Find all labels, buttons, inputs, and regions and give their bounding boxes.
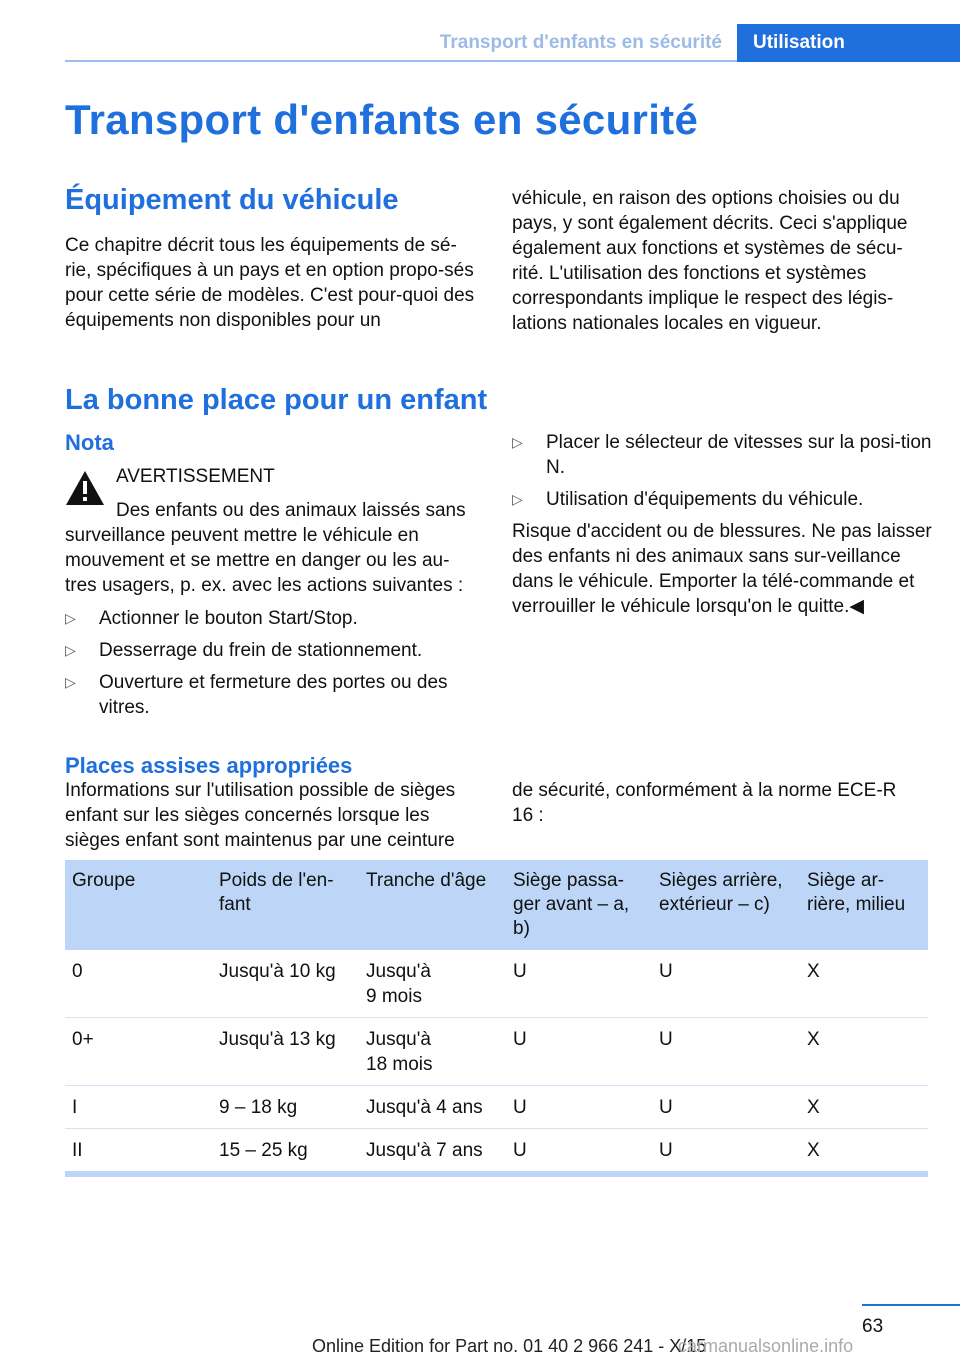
table-cell: Jusqu'à 4 ans [359,1086,506,1129]
table-cell: U [652,1129,800,1175]
seats-text-right: de sécurité, conformément à la norme ECE-R 16 : [512,780,897,826]
col-header-age: Tranche d'âge [359,860,506,950]
table-cell: Jusqu'à 13 kg [212,1018,359,1086]
table-cell: X [800,1129,928,1175]
heading-suitable-seats: Places assises appropriées [65,753,353,778]
table-row [65,1086,928,1129]
heading-nota: Nota [65,430,114,455]
bullet-triangle-icon: ▷ [65,610,76,626]
seats-text-left: Informations sur l'utilisation possible de sièges enfant sur les sièges concernés lorsque les sièges enfant sont maintenus par une ceinture [65,780,456,851]
table-cell: I [65,1086,212,1129]
table-row [65,1018,928,1086]
table-cell: Jusqu'à 9 mois [359,950,506,1018]
table-cell: U [652,950,800,1018]
table-cell: U [506,1018,652,1086]
col-header-rear-outer: Sièges arrière, extérieur – c) [652,860,800,950]
footer-rule [862,1304,960,1306]
warning-actions-list-left [65,606,481,727]
bullet-triangle-icon: ▷ [65,674,76,690]
page-title: Transport d'enfants en sécurité [65,96,699,143]
equipment-text-right: véhicule, en raison des options choisies ou du pays, y sont également décrits. Ceci s'applique également aux fonctions et systèmes de sécu‐rité. L'utilisation des fonctions et systèmes correspondants implique le respect des légis‐lations nationales locales en vigueur. [512,188,908,334]
child-seat-table [65,860,928,1177]
table-cell: U [652,1018,800,1086]
warning-text: Des enfants ou des animaux laissés sans surveillance peuvent mettre le véhicule en mouvement et se mettre en danger ou les au‐tres usagers, p. ex. avec les actions suivantes : [65,500,466,596]
table-cell: Jusqu'à 7 ans [359,1129,506,1175]
warning-title: AVERTISSEMENT [116,466,275,487]
col-header-weight: Poids de l'en‐fant [212,860,359,950]
table-cell: U [506,1086,652,1129]
header-section-title: Transport d'enfants en sécurité [439,32,722,53]
heading-child-place: La bonne place pour un enfant [65,384,488,416]
col-header-rear-middle: Siège ar‐rière, milieu [800,860,928,950]
table-cell: 15 – 25 kg [212,1129,359,1175]
table-cell: X [800,1018,928,1086]
table-cell: II [65,1129,212,1175]
table-cell: X [800,950,928,1018]
table-cell: U [506,1129,652,1175]
table-row [65,1129,928,1175]
page-number: 63 [862,1316,884,1337]
risk-text: Risque d'accident ou de blessures. Ne pas laisser des enfants ni des animaux sans sur‐veillance dans le véhicule. Emporter la télé‐commande et verrouiller le véhicule lorsqu'on le quitte.◀ [512,521,932,617]
col-header-front-passenger: Siège passa‐ger avant – a, b) [506,860,652,950]
table-cell: X [800,1086,928,1129]
header-chapter-tab[interactable]: Utilisation [737,24,960,62]
bullet-triangle-icon: ▷ [65,642,76,658]
list-item: ▷ Utilisation d'équipements du véhicule. [512,489,864,510]
list-item: ▷ Desserrage du frein de stationnement. [65,640,423,661]
watermark: carmanualsonline.info [678,1336,854,1356]
list-item: ▷ Placer le sélecteur de vitesses sur la posi‐tion N. [512,432,932,478]
equipment-text-left: Ce chapitre décrit tous les équipements de sé‐rie, spécifiques à un pays et en option propo‐sés pour cette série de modèles. C'est pour‐quoi des équipements non disponibles pour un [65,235,475,331]
table-cell: Jusqu'à 18 mois [359,1018,506,1086]
heading-equipment: Équipement du véhicule [65,184,399,216]
col-header-group: Groupe [65,860,212,950]
table-cell: 9 – 18 kg [212,1086,359,1129]
table-cell: 0 [65,950,212,1018]
edition-note: Online Edition for Part no. 01 40 2 966 241 - X/15 [312,1336,707,1356]
list-item: ▷ Actionner le bouton Start/Stop. [65,608,358,629]
table-header-row [65,860,928,950]
bullet-triangle-icon: ▷ [512,434,523,450]
table-cell: Jusqu'à 10 kg [212,950,359,1018]
list-item: ▷ Ouverture et fermeture des portes ou des vitres. [65,672,448,718]
bullet-triangle-icon: ▷ [512,491,523,507]
table-cell: U [652,1086,800,1129]
table-cell: 0+ [65,1018,212,1086]
table-row [65,950,928,1018]
table-cell: U [506,950,652,1018]
warning-actions-list-right [512,430,932,519]
